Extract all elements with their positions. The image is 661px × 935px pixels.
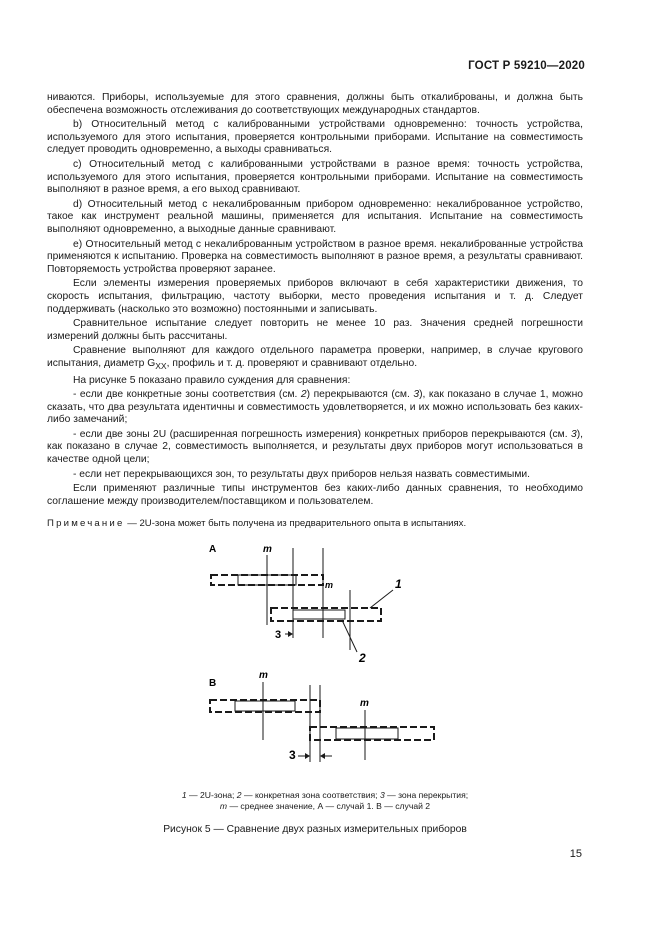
paragraph-agreement: Если применяют различные типы инструментов без каких-либо данных сравнения, то необходимо соглашение между производителем/поставщиком и пользователем. [47,483,583,507]
note-label: Примечание [47,518,125,530]
bullet-1-text-c: ), как показано в случае 1, можно сказать, что два результата идентичны и совместимость удовлетворяется, и их можно использовать без каких-либо замечаний; [47,389,583,426]
gxx-after: , профиль и т. д. проверяют и сравнивают отдельно. [166,357,418,369]
leader-line-1 [370,590,393,608]
arrow-head-right-icon [305,753,310,759]
paragraph-method-d: d) Относительный метод с некалиброванным прибором одновременно: некалиброванное устройство, такое как инструмент реальной машины, применяется для испытания. Испытание на совместимость выполняют одновременно, а выходные данные сравнивают. [47,198,583,235]
body-text [47,92,583,533]
paragraph-motion: Если элементы измерения проверяемых приборов включают в себя характеристики движения, то скорость испытания, фильтрацию, частоту выборки, место проведения испытания и т. д. Следует поддерживать (насколько это возможно) постоянными и записывать. [47,278,583,315]
gxx-subscript: XX [155,360,167,371]
page-number: 15 [569,848,582,860]
bullet-overlap-case-1 [47,389,583,427]
note-text: — 2U-зона может быть получена из предварительного опыта в испытаниях. [124,518,467,530]
paragraph-method-b: b) Относительный метод с калиброванными устройствами одновременно: точность устройства, используемого для этого испытания, проверяется контрольными приборами. Испытание на совместимость следует проводить одновременно, а выходы сравниваться. [47,119,583,156]
legend-text-m: — среднее значение, А — случай 1. В — случай 2 [227,801,431,811]
arrow-head-icon [288,631,293,637]
mean-label-b1: m [259,670,268,681]
figure-caption: Рисунок 5 — Сравнение двух разных измерительных приборов [163,824,467,835]
bullet-2-text-a: - если две зоны 2U (расширенная погрешность измерения) конкретных приборов перекрываются (см. [73,428,571,440]
legend-num-3: 3 [379,790,385,800]
arrow-head-left-icon [320,753,325,759]
two-u-zone-b2 [310,727,434,740]
legend-num-2: 2 [236,790,242,800]
mean-label-b2: m [360,698,369,709]
document-header: ГОСТ Р 59210—2020 [468,60,585,72]
bullet-1-text-a: - если две конкретные зоны соответствия (см. [73,389,301,401]
label-overlap-zone-a: 3 [275,629,282,641]
bullet-1-ref-2: 2 [300,389,307,401]
legend-line-1 [160,790,490,801]
bullet-no-overlap: - если нет перекрывающихся зон, то результаты двух приборов нельзя назвать совместимыми. [73,468,531,480]
conformance-zone-b2 [336,728,398,739]
label-overlap-zone-b: 3 [289,748,296,762]
legend-text-1: — 2U-зона; [186,790,237,800]
bullet-overlap-case-2 [47,429,583,467]
mean-label-a2: m [325,580,334,590]
mean-label-a1: m [263,544,272,555]
comparison-diagram [195,530,495,780]
gxx-before: Сравнение выполняют для каждого отдельного параметра проверки, например, в случае кругового испытания, диаметр G [47,345,583,369]
conformance-zone-a2 [293,610,345,619]
figure-legend [160,790,490,812]
legend-m: m [219,801,228,811]
paragraph-method-e: e) Относительный метод с некалиброванным устройством в разное время. некалиброванные устройства применяются к испытанию. Проверка на совместимость выполняют в разное время, а результаты сравнивают. Повторяемость устройства проверяют заранее. [47,238,583,275]
bullet-2-ref-3: 3 [570,428,577,440]
figure-5 [195,530,495,780]
conformance-zone-b1 [235,701,295,711]
paragraph-gxx [47,345,583,372]
two-u-zone-b1 [210,700,320,712]
legend-text-2: — конкретная зона соответствия; [241,790,380,800]
paragraph-continuation: ниваются. Приборы, используемые для этого сравнения, должны быть откалиброваны, и должна быть обеспечена возможность отслеживания до соответствующих международных стандартов. [47,92,583,116]
legend-num-1: 1 [181,790,187,800]
bullet-1-text-b: ) перекрываются (см. [306,389,414,401]
case-a-label: A [209,544,217,555]
paragraph-repeat: Сравнительное испытание следует повторить не менее 10 раз. Значения средней погрешности измерений должны быть рассчитаны. [47,318,583,342]
legend-text-3: — зона перекрытия; [384,790,469,800]
legend-line-2 [160,801,490,812]
bullet-1-ref-3: 3 [413,389,420,401]
case-b-label: B [209,678,217,689]
paragraph-method-c: c) Относительный метод с калиброванными устройствами в разное время: точность устройства, используемого для этого испытания, проверяется контрольными приборами. Испытание на совместимость выполняют в разное время, а его выход сравнивают. [47,158,583,196]
bullet-2-text-b: ), как показано в случае 2, совместимость выполняется, и результаты двух приборов могут использоваться в качестве одной цели; [47,428,583,466]
label-2u-zone: 1 [395,577,402,591]
label-conformance-zone: 2 [359,651,366,665]
paragraph-figure-intro: На рисунке 5 показано правило суждения для сравнения: [73,374,351,386]
